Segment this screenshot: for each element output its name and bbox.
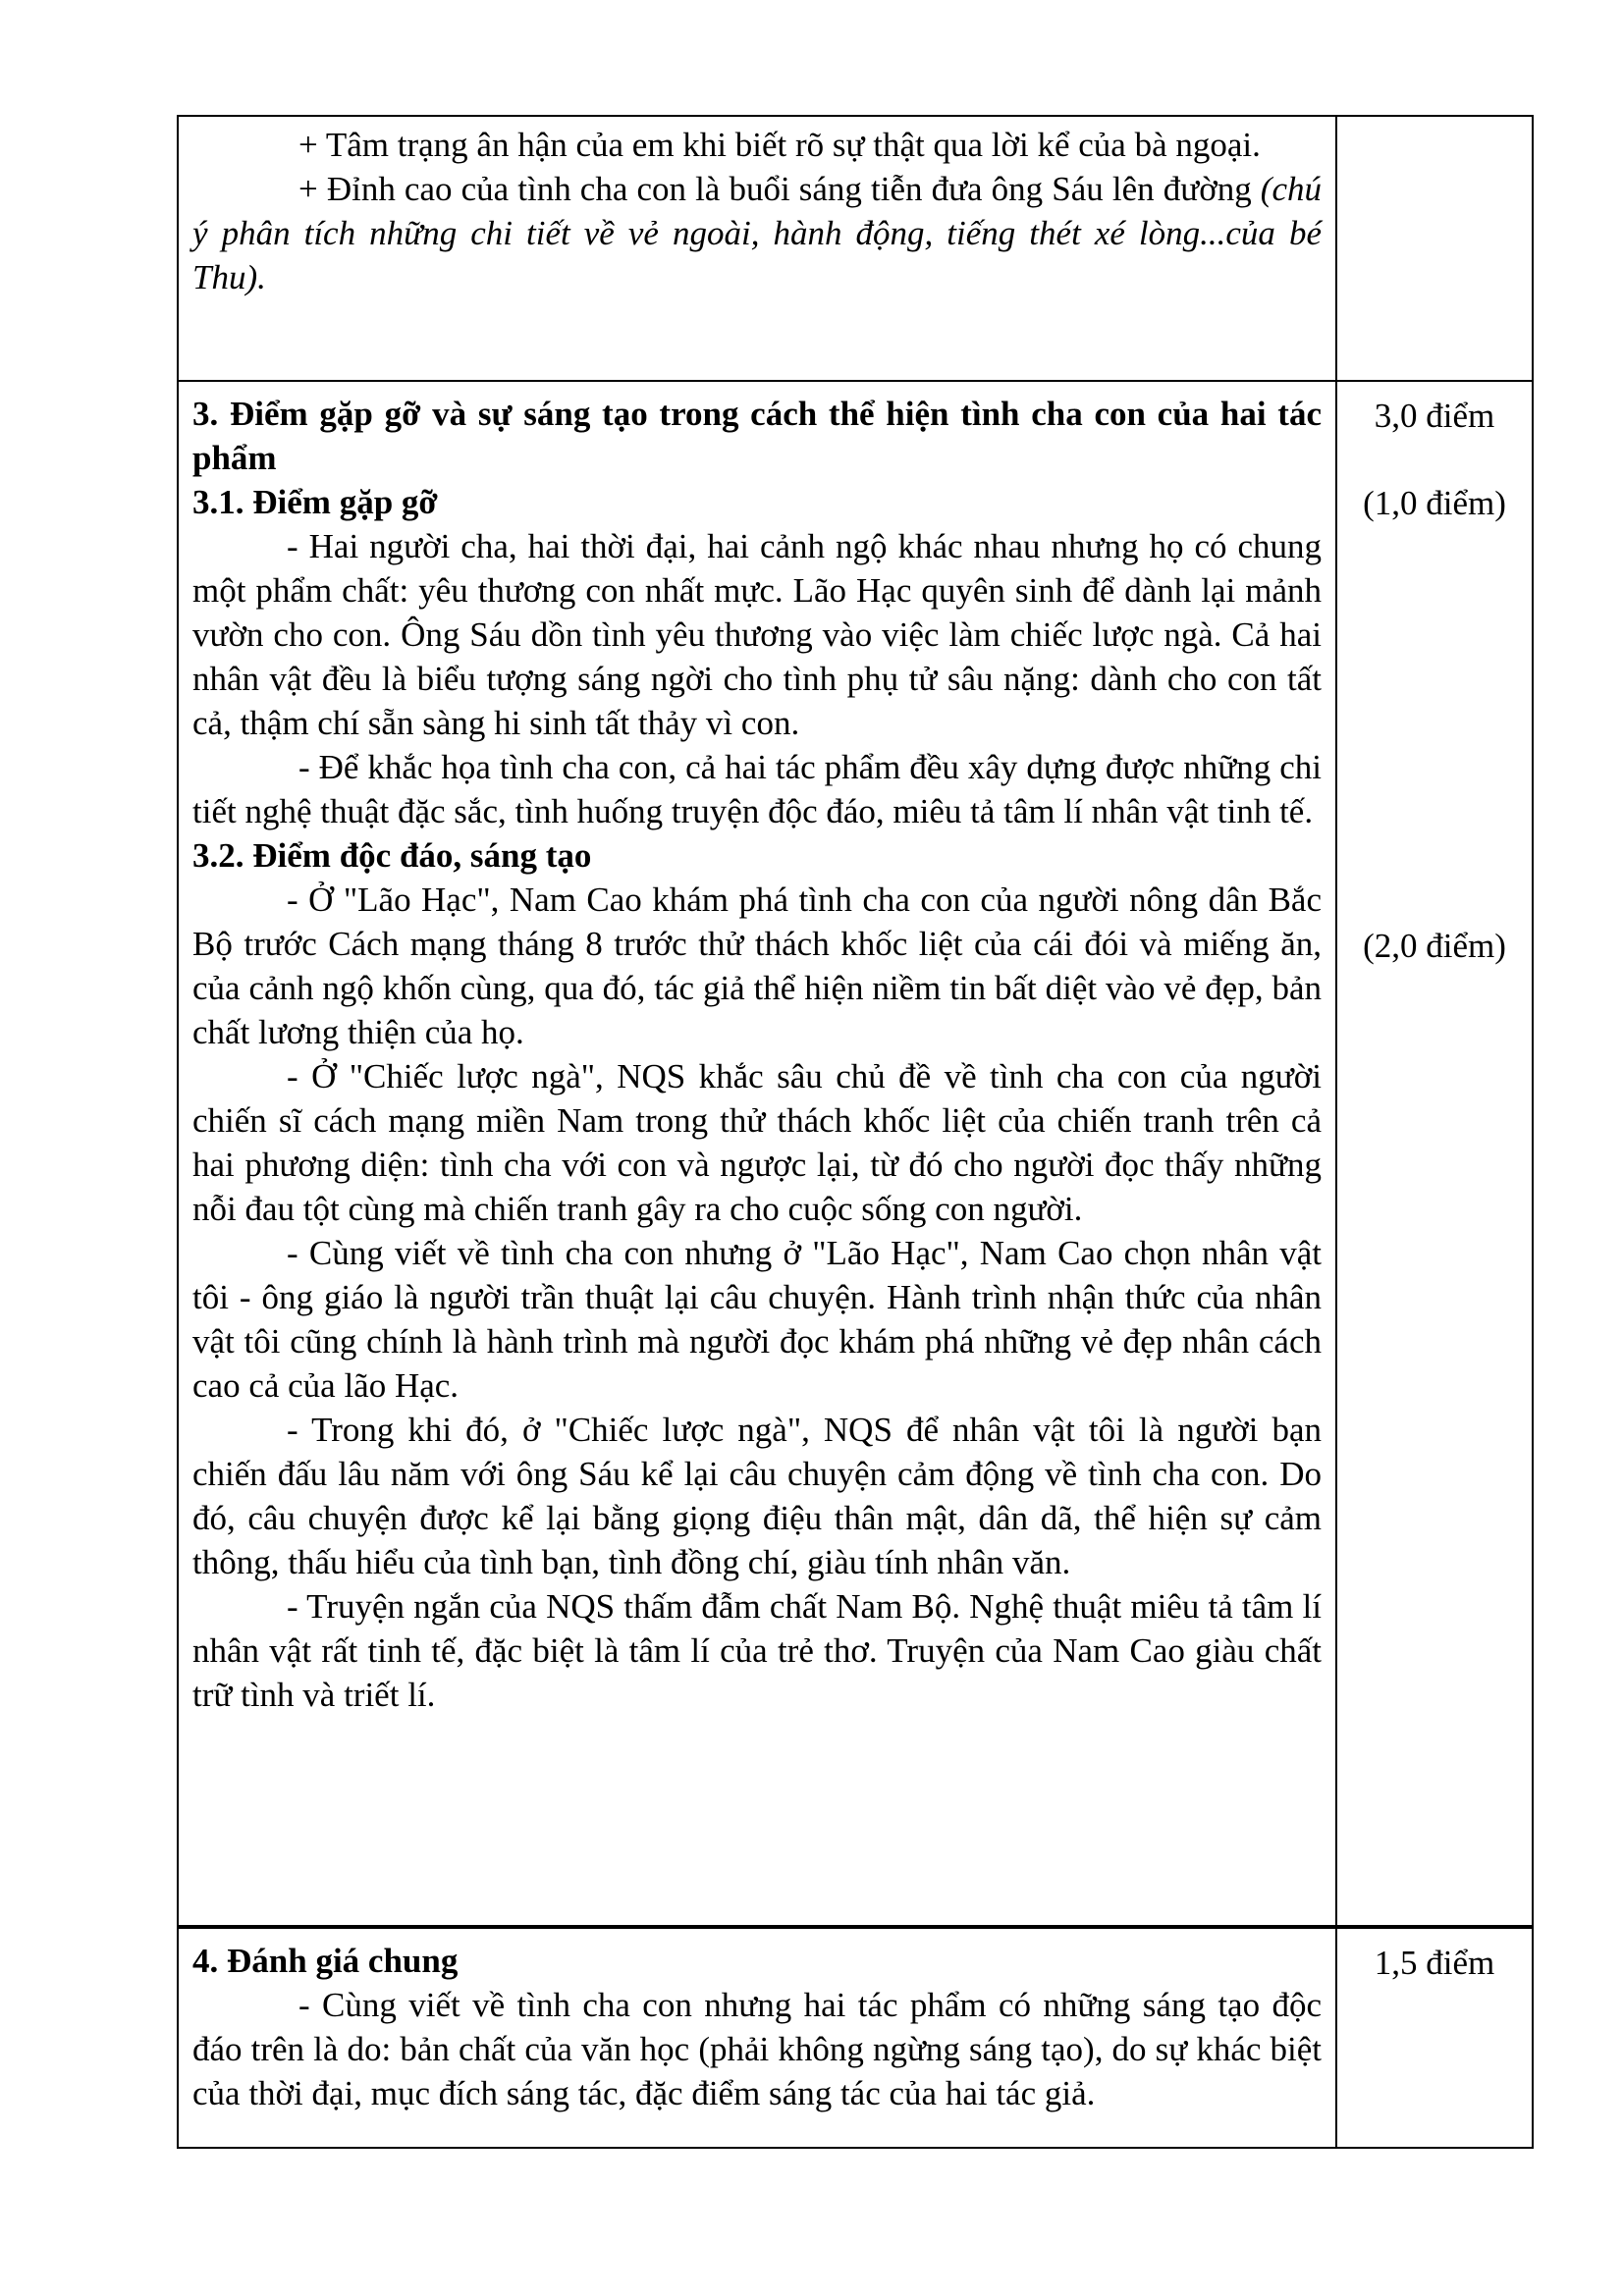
section-heading: 4. Đánh giá chung [192, 1942, 459, 1980]
table-row [178, 1927, 1533, 2148]
paragraph-italic-note: (chú ý phân tích những chi tiết về vẻ ngoài, hành động, tiếng thét xé lòng...của bé Thu). [192, 170, 1322, 296]
score-cell [1336, 381, 1533, 1927]
table-row [178, 116, 1533, 381]
content-cell [178, 381, 1336, 1927]
subsection-heading: 3.2. Điểm độc đáo, sáng tạo [192, 836, 592, 875]
score-cell [1336, 116, 1533, 381]
scoring-table [177, 115, 1534, 2149]
paragraph: - Ở "Chiếc lược ngà", NQS khắc sâu chủ đề về tình cha con của người chiến sĩ cách mạng miền Nam trong thử thách khốc liệt của chiến tranh trên cả hai phương diện: tình cha với con và ngược lại, từ đó cho người đọc thấy những nỗi đau tột cùng mà chiến tranh gây ra cho cuộc sống con người. [192, 1057, 1322, 1228]
table-row [178, 381, 1533, 1927]
score-total: 3,0 điểm [1374, 397, 1495, 435]
paragraph: - Trong khi đó, ở "Chiếc lược ngà", NQS để nhân vật tôi là người bạn chiến đấu lâu năm với ông Sáu kể lại câu chuyện cảm động về tình cha con. Do đó, câu chuyện được kể lại bằng giọng điệu thân mật, dân dã, thể hiện sự cảm thông, thấu hiểu của tình bạn, tình đồng chí, giàu tính nhân văn. [192, 1411, 1322, 1581]
paragraph: - Ở "Lão Hạc", Nam Cao khám phá tình cha con của người nông dân Bắc Bộ trước Cách mạng tháng 8 trước thử thách khốc liệt của cái đói và miếng ăn, của cảnh ngộ khốn cùng, qua đó, tác giả thể hiện niềm tin bất diệt vào vẻ đẹp, bản chất lương thiện của họ. [192, 881, 1322, 1051]
paragraph: - Hai người cha, hai thời đại, hai cảnh ngộ khác nhau nhưng họ có chung một phẩm chất: yêu thương con nhất mực. Lão Hạc quyên sinh để dành lại mảnh vườn cho con. Ông Sáu dồn tình yêu thương vào việc làm chiếc lược ngà. Cả hai nhân vật đều là biểu tượng sáng ngời cho tình phụ tử sâu nặng: dành cho con tất cả, thậm chí sẵn sàng hi sinh tất thảy vì con. [192, 527, 1322, 742]
paragraph: - Cùng viết về tình cha con nhưng ở "Lão Hạc", Nam Cao chọn nhân vật tôi - ông giáo là người trần thuật lại câu chuyện. Hành trình nhận thức của nhân vật tôi cũng chính là hành trình mà người đọc khám phá những vẻ đẹp nhân cách cao cả của lão Hạc. [192, 1234, 1322, 1405]
paragraph: - Truyện ngắn của NQS thấm đẫm chất Nam Bộ. Nghệ thuật miêu tả tâm lí nhân vật rất tinh tế, đặc biệt là tâm lí của trẻ thơ. Truyện của Nam Cao giàu chất trữ tình và triết lí. [192, 1587, 1322, 1714]
subsection-heading: 3.1. Điểm gặp gỡ [192, 483, 438, 521]
score-total: 1,5 điểm [1374, 1944, 1495, 1982]
content-cell [178, 116, 1336, 381]
score-sub: (2,0 điểm) [1363, 927, 1506, 965]
content-cell [178, 1927, 1336, 2148]
paragraph: - Để khắc họa tình cha con, cả hai tác phẩm đều xây dựng được những chi tiết nghệ thuật đặc sắc, tình huống truyện độc đáo, miêu tả tâm lí nhân vật tinh tế. [192, 748, 1322, 830]
paragraph: - Cùng viết về tình cha con nhưng hai tác phẩm có những sáng tạo độc đáo trên là do: bản chất của văn học (phải không ngừng sáng tạo), do sự khác biệt của thời đại, mục đích sáng tác, đặc điểm sáng tác của hai tác giả. [192, 1986, 1322, 2112]
paragraph [192, 167, 1322, 299]
section-heading: 3. Điểm gặp gỡ và sự sáng tạo trong cách thể hiện tình cha con của hai tác phẩm [192, 395, 1322, 477]
paragraph-plain: + Đỉnh cao của tình cha con là buổi sáng tiễn đưa ông Sáu lên đường [298, 170, 1261, 208]
score-sub: (1,0 điểm) [1363, 484, 1506, 522]
paragraph: + Tâm trạng ân hận của em khi biết rõ sự thật qua lời kể của bà ngoại. [298, 126, 1261, 164]
score-cell [1336, 1927, 1533, 2148]
